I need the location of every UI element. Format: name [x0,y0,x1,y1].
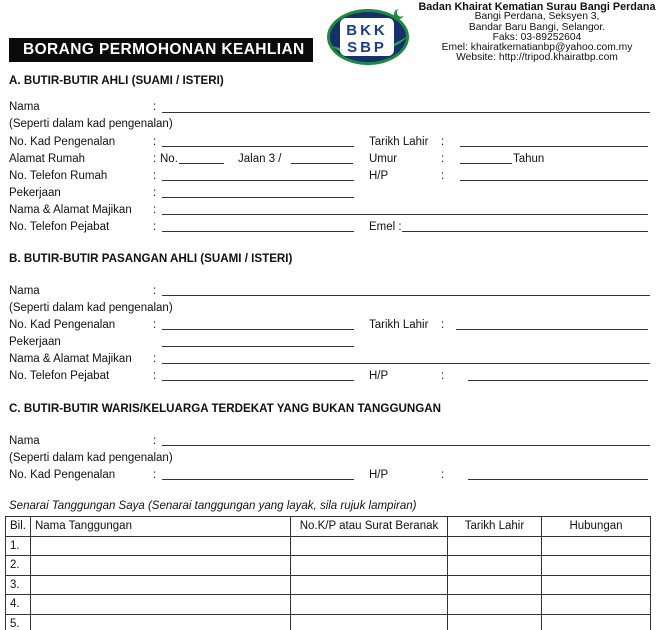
logo-text-bkk: BKK [346,22,388,39]
colon: : [441,170,445,182]
bkksbp-logo [326,6,412,66]
c-no-kad-label: No. Kad Pengenalan [9,469,116,481]
b-nama-field[interactable] [162,295,650,296]
table-row [6,536,651,556]
c-hp-label: H/P [369,469,389,481]
org-address-1: Bangi Perdana, Seksyen 3, [474,11,600,23]
no-kp-cell[interactable] [290,575,447,595]
colon: : [153,153,157,165]
table-header-row [6,517,651,537]
nama-cell[interactable] [30,575,290,595]
colon: : [441,153,445,165]
section-b-heading: B. BUTIR-BUTIR PASANGAN AHLI (SUAMI / ISTERI) [9,252,293,265]
row-number: 2. [6,556,31,576]
table-row [6,575,651,595]
org-address-2: Bandar Baru Bangi, Selangor. [468,21,606,33]
a-emel-label: Emel : [369,221,402,233]
hubungan-cell[interactable] [541,575,650,595]
a-tel-pejabat-field[interactable] [162,231,354,232]
a-majikan-label: Nama & Alamat Majikan [9,204,132,216]
colon: : [153,170,157,182]
tarikh-lahir-cell[interactable] [447,614,541,630]
a-tarikh-lahir-field[interactable] [460,146,648,147]
organisation-details [414,2,660,64]
hubungan-cell[interactable] [541,536,650,556]
header-hubungan: Hubungan [541,517,650,537]
b-pekerjaan-field[interactable] [162,346,354,347]
logo-text-sbp: SBP [347,39,387,56]
nama-cell[interactable] [30,595,290,615]
a-pekerjaan-label: Pekerjaan [9,187,61,199]
hubungan-cell[interactable] [541,556,650,576]
b-tarikh-lahir-field[interactable] [456,329,648,330]
colon: : [153,435,157,447]
header-bil: Bil. [6,517,31,537]
hubungan-cell[interactable] [541,614,650,630]
table-row [6,614,651,630]
hubungan-cell[interactable] [541,595,650,615]
a-majikan-field[interactable] [162,214,648,215]
a-no-kad-field[interactable] [162,146,354,147]
colon: : [153,370,157,382]
dependents-table [5,516,651,630]
row-number: 1. [6,536,31,556]
colon: : [153,204,157,216]
header-tarikh-lahir: Tarikh Lahir [447,517,541,537]
row-number: 5. [6,614,31,630]
colon: : [153,469,157,481]
no-kp-cell[interactable] [290,536,447,556]
form-title: BORANG PERMOHONAN KEAHLIAN [9,38,313,62]
b-hp-label: H/P [369,370,389,382]
b-hp-field[interactable] [468,380,648,381]
colon: : [153,187,157,199]
org-email: Emel: khairatkematianbp@yahoo.com.my [441,42,633,54]
b-tel-pejabat-label: No. Telefon Pejabat [9,370,110,382]
no-kp-cell[interactable] [290,614,447,630]
b-majikan-label: Nama & Alamat Majikan [9,353,132,365]
a-umur-label: Umur [369,153,398,165]
a-no-prefix: No. [160,153,178,165]
colon: : [441,136,445,148]
tarikh-lahir-cell[interactable] [447,556,541,576]
nama-cell[interactable] [30,556,290,576]
c-nama-field[interactable] [162,445,650,446]
no-kp-cell[interactable] [290,595,447,615]
c-nama-label: Nama [9,435,40,447]
colon: : [153,319,157,331]
b-no-kad-field[interactable] [162,329,354,330]
header-no-kp: No.K/P atau Surat Beranak [290,517,447,537]
a-no-kad-label: No. Kad Pengenalan [9,136,116,148]
row-number: 4. [6,595,31,615]
org-name: Badan Khairat Kematian Surau Bangi Perdana [418,1,656,13]
tarikh-lahir-cell[interactable] [447,575,541,595]
section-c-heading: C. BUTIR-BUTIR WARIS/KELUARGA TERDEKAT YANG BUKAN TANGGUNGAN [9,402,441,415]
row-number: 3. [6,575,31,595]
org-fax: Faks: 03-89252604 [492,31,582,43]
a-alamat-label: Alamat Rumah [9,153,86,165]
a-nama-field[interactable] [162,112,650,113]
a-umur-field[interactable] [460,163,512,164]
b-tel-pejabat-field[interactable] [162,380,354,381]
c-hp-field[interactable] [468,479,648,480]
b-tarikh-lahir-label: Tarikh Lahir [369,319,429,331]
nama-cell[interactable] [30,614,290,630]
c-no-kad-field[interactable] [162,479,354,480]
a-jalan-label: Jalan 3 / [238,153,282,165]
a-emel-field[interactable] [402,231,648,232]
a-tel-rumah-label: No. Telefon Rumah [9,170,108,182]
a-jalan-field[interactable] [291,163,353,164]
a-ic-note: (Seperti dalam kad pengenalan) [9,118,173,130]
colon: : [153,136,157,148]
b-nama-label: Nama [9,285,40,297]
crescent-moon-icon [394,8,405,19]
b-no-kad-label: No. Kad Pengenalan [9,319,116,331]
colon: : [153,285,157,297]
a-pekerjaan-field[interactable] [162,197,354,198]
a-tel-pejabat-label: No. Telefon Pejabat [9,221,110,233]
colon: : [153,353,157,365]
a-tarikh-lahir-label: Tarikh Lahir [369,136,429,148]
b-ic-note: (Seperti dalam kad pengenalan) [9,302,173,314]
section-a-heading: A. BUTIR-BUTIR AHLI (SUAMI / ISTERI) [9,74,224,87]
colon: : [441,370,445,382]
colon: : [441,469,445,481]
a-hp-label: H/P [369,170,389,182]
a-nama-label: Nama [9,101,40,113]
colon: : [153,221,157,233]
a-tahun-label: Tahun [513,153,545,165]
table-row [6,556,651,576]
a-tel-rumah-field[interactable] [162,180,354,181]
a-hp-field[interactable] [460,180,648,181]
nama-cell[interactable] [30,536,290,556]
colon: : [441,319,445,331]
header-nama: Nama Tanggungan [30,517,290,537]
table-row [6,595,651,615]
b-pekerjaan-label: Pekerjaan [9,336,61,348]
a-alamat-no-field[interactable] [179,163,224,164]
colon: : [153,101,157,113]
b-majikan-field[interactable] [162,363,650,364]
c-ic-note: (Seperti dalam kad pengenalan) [9,452,173,464]
tarikh-lahir-cell[interactable] [447,595,541,615]
dependents-caption: Senarai Tanggungan Saya (Senarai tanggungan yang layak, sila rujuk lampiran) [9,500,417,512]
tarikh-lahir-cell[interactable] [447,536,541,556]
no-kp-cell[interactable] [290,556,447,576]
org-website: Website: http://tripod.khairatbp.com [456,52,618,64]
